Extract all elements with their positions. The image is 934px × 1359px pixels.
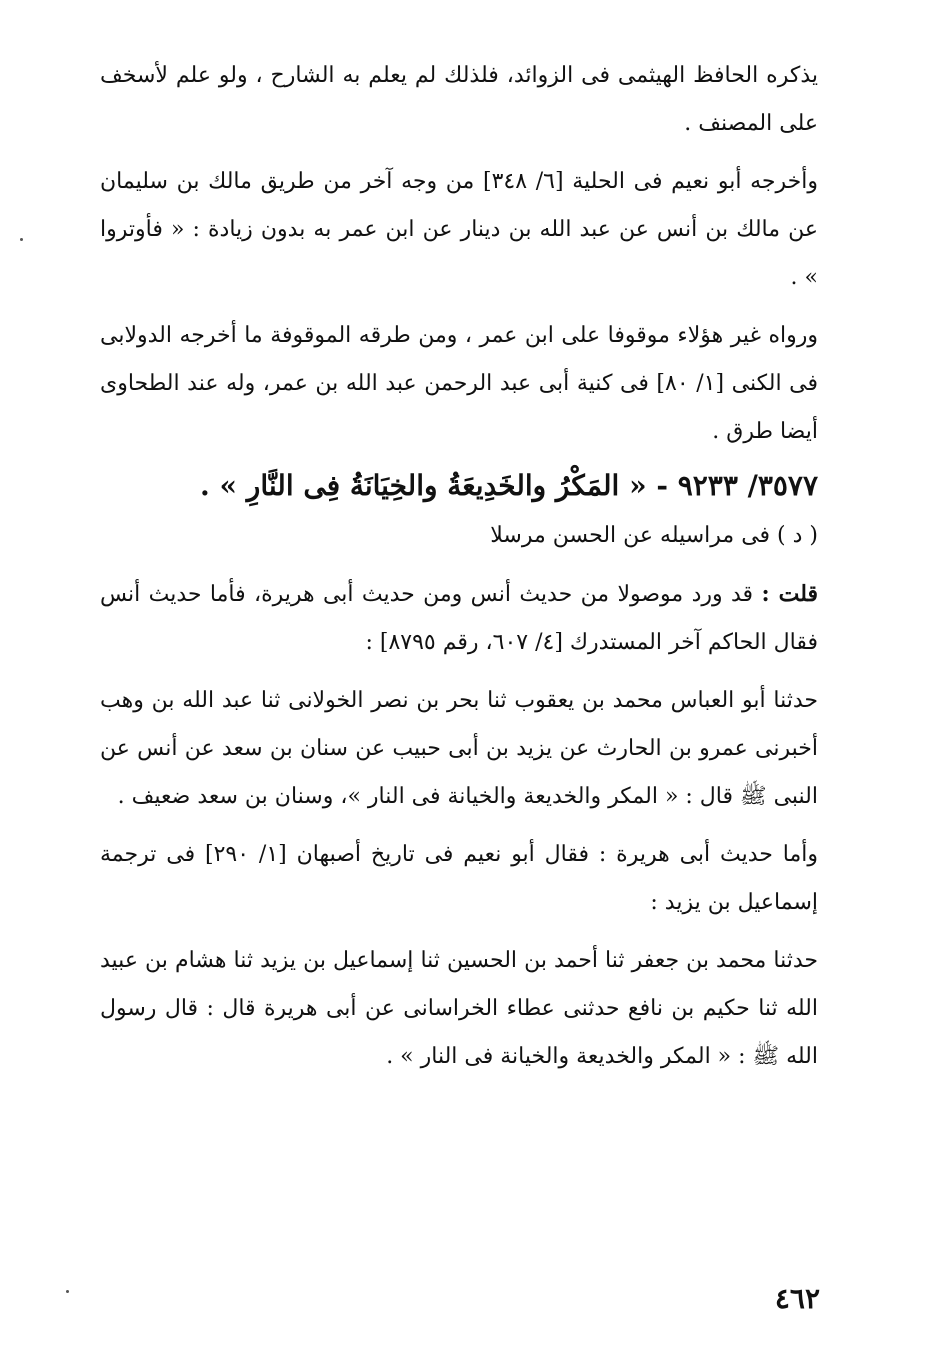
- source-note: ( د ) فى مراسيله عن الحسن مرسلا: [490, 523, 818, 548]
- qult-text: قد ورد موصولا من حديث أنس ومن حديث أبى هريرة، فأما حديث أنس فقال الحاكم آخر المستدرك [٤/ ٦٠٧، رقم ٨٧٩٥] :: [100, 582, 818, 655]
- scan-speck: [20, 238, 23, 241]
- abu-hurayra-intro: وأما حديث أبى هريرة : فقال أبو نعيم فى تاريخ أصبهان [١/ ٢٩٠] فى ترجمة إسماعيل بن يزيد :: [100, 842, 818, 915]
- paragraph-3: ورواه غير هؤلاء موقوفا على ابن عمر ، ومن طرقه الموقوفة ما أخرجه الدولابى فى الكنى [١/ ٨٠] فى كنية أبى عبد الرحمن عبد الله بن عمر، وله عند الطحاوى أيضا طرق .: [100, 323, 819, 444]
- scan-speck: [66, 1290, 69, 1293]
- isnad-abu-hurayra: حدثنا محمد بن جعفر ثنا أحمد بن الحسين ثنا إسماعيل بن يزيد ثنا هشام بن عبيد الله ثنا حكيم بن نافع حدثنى عطاء الخراسانى عن أبى هريرة قال : قال رسول الله ﷺ : « المكر والخديعة والخيانة فى النار » .: [100, 948, 818, 1069]
- qult-paragraph: [100, 570, 818, 667]
- paragraph-2: وأخرجه أبو نعيم فى الحلية [٦/ ٣٤٨] من وجه آخر من طريق مالك بن سليمان عن مالك بن أنس عن عبد الله بن دينار عن ابن عمر به بدون زيادة : « فأوتروا » .: [100, 169, 819, 290]
- paragraph-1: يذكره الحافظ الهيثمى فى الزوائد، فلذلك لم يعلم به الشارح ، ولو علم لأسخف على المصنف .: [100, 63, 818, 136]
- qult-label: قلت :: [761, 581, 818, 607]
- page-text: [100, 52, 818, 1081]
- hadith-heading: ٣٥٧٧/ ٩٢٣٣ - « المَكْرُ والخَدِيعَةُ والخِيَانَةُ فِى النَّارِ » .: [200, 469, 818, 502]
- page-number: ٤٦٢: [774, 1282, 820, 1315]
- isnad-anas: حدثنا أبو العباس محمد بن يعقوب ثنا بحر بن نصر الخولانى ثنا عبد الله بن وهب أخبرنى عمرو بن الحارث عن يزيد بن أبى حبيب عن سنان بن سعد عن أنس عن النبى ﷺ قال : « المكر والخديعة والخيانة فى النار »، وسنان بن سعد ضعيف .: [100, 688, 818, 809]
